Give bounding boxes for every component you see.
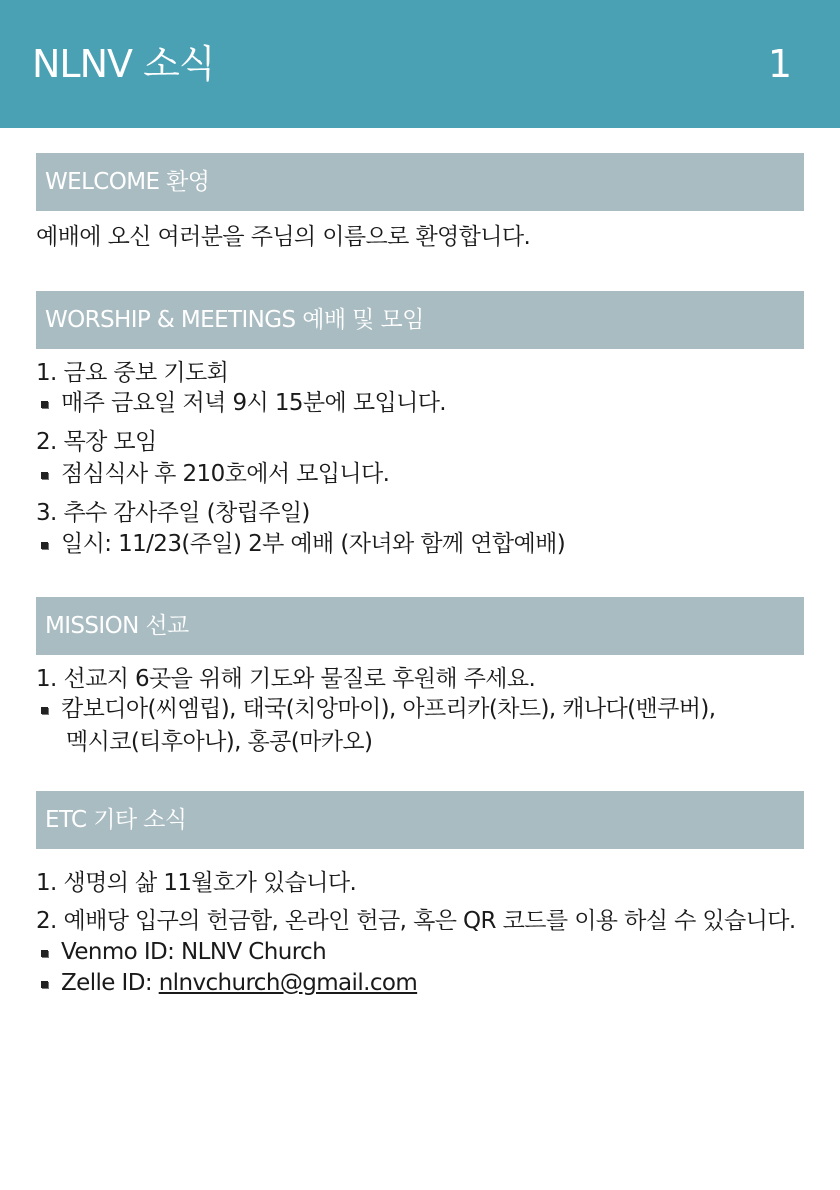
etc-item: 1. 생명의 삶 11월호가 있습니다.: [36, 870, 357, 896]
bullet-text: 일시: 11/23(주일) 2부 예배 (자녀와 함께 연합예배): [61, 531, 566, 557]
worship-item-bullet: [36, 529, 565, 559]
section-heading-welcome: WELCOME 환영: [36, 153, 804, 211]
zelle-bullet: [36, 968, 417, 998]
worship-item-title: 2. 목장 모임: [36, 429, 157, 455]
section-heading-etc: ETC 기타 소식: [36, 791, 804, 849]
bullet-square-icon: [41, 707, 48, 714]
worship-item-bullet: [36, 388, 446, 418]
page-header: [0, 0, 840, 128]
page-title: NLNV 소식: [32, 42, 215, 86]
bullet-square-icon: [41, 981, 48, 988]
bullet-square-icon: [41, 401, 48, 408]
bullet-text: 매주 금요일 저녁 9시 15분에 모입니다.: [61, 390, 447, 416]
worship-item-bullet: [36, 459, 389, 489]
zelle-email-link[interactable]: nlnvchurch@gmail.com: [158, 970, 418, 996]
bullet-text: 점심식사 후 210호에서 모입니다.: [61, 461, 390, 487]
section-heading-worship: WORSHIP & MEETINGS 예배 및 모임: [36, 291, 804, 349]
venmo-bullet: [36, 937, 326, 967]
mission-title: 1. 선교지 6곳을 위해 기도와 물질로 후원해 주세요.: [36, 666, 536, 692]
mission-bullet: [36, 694, 715, 724]
page-number: 1: [767, 42, 792, 86]
worship-item-title: 1. 금요 중보 기도회: [36, 360, 229, 386]
bullet-square-icon: [41, 472, 48, 479]
welcome-text: 예배에 오신 여러분을 주님의 이름으로 환영합니다.: [36, 224, 531, 250]
bullet-square-icon: [41, 950, 48, 957]
etc-item: 2. 예배당 입구의 헌금함, 온라인 헌금, 혹은 QR 코드를 이용 하실 수 있습니다.: [36, 908, 796, 934]
venmo-id-text: Venmo ID: NLNV Church: [61, 939, 327, 965]
worship-item-title: 3. 추수 감사주일 (창립주일): [36, 500, 310, 526]
bullet-square-icon: [41, 542, 48, 549]
section-heading-mission: MISSION 선교: [36, 597, 804, 655]
zelle-label: Zelle ID:: [61, 970, 159, 996]
mission-bullet-continuation: 멕시코(티후아나), 홍콩(마카오): [66, 729, 373, 755]
bullet-text: 캄보디아(씨엠립), 태국(치앙마이), 아프리카(차드), 캐나다(밴쿠버),: [61, 696, 716, 722]
